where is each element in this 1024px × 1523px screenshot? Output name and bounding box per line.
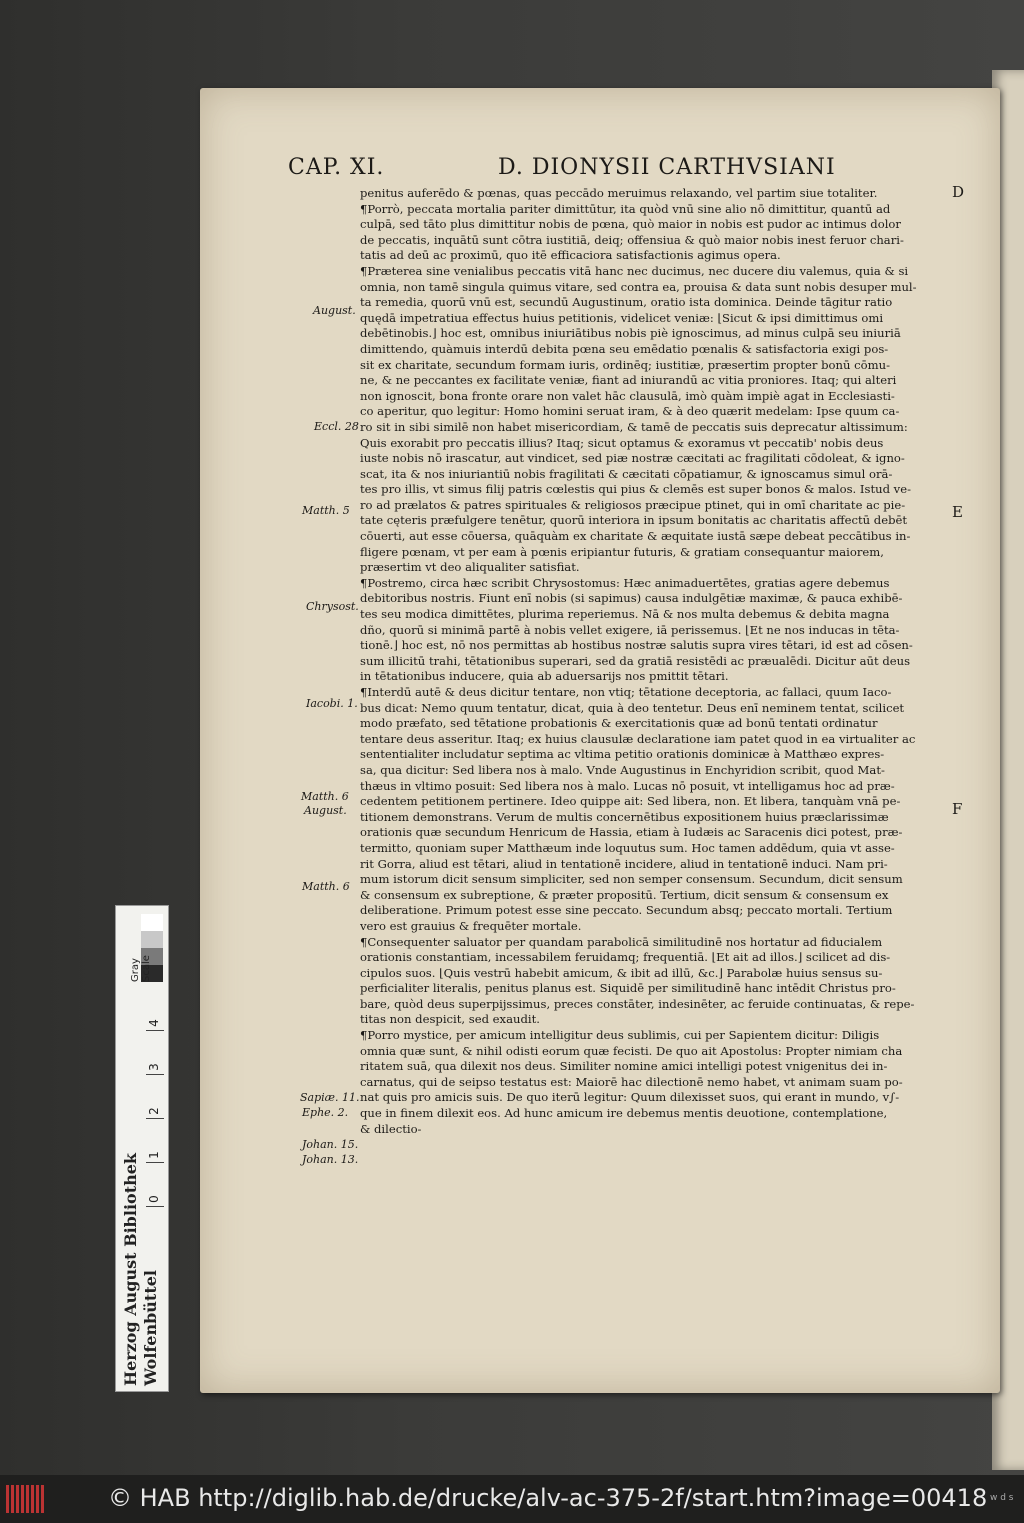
text-line: co aperitur, quo legitur: Homo homini seruat iram, & à deo quærit medelam: Ipse quum ca- [360,404,900,419]
library-name [121,926,161,1386]
library-city: Wolfenbüttel [141,1270,160,1386]
text-line: perficialiter literalis, penitus planus est. Siquidē per similitudinē hanc intēdit Christus pro- [360,981,896,996]
text-line: debitoribus nostris. Fiunt enī nobis (si sapimus) causa indulgētiæ maximæ, & pauca exhibē- [360,591,903,606]
text-line: omnia quæ sunt, & nihil odisti eorum quæ fecisti. De quo ait Apostolus: Propter nimiam cha [360,1043,903,1058]
marginal-note: Johan. 15. [302,1138,359,1151]
marginal-note: Ephe. 2. [302,1106,349,1119]
marginal-note: Eccl. 28 [314,420,359,433]
marginal-note: Chrysost. [306,600,359,613]
text-line: & dilectio- [360,1121,422,1136]
ruler-number: 1 [146,1151,161,1159]
text-line: tatis ad deū ac proximū, quo itē efficaciora satisfactionis agimus opera. [360,248,781,263]
text-line: ro ad prælatos & patres spirituales & religiosos præcipue ptinet, qui in omī charitate ac pie- [360,497,906,512]
text-line: ro sit in sibi similē non habet misericordiam, & tamē de peccatis suis deprecatur altissimum: [360,419,908,434]
running-head [288,155,928,185]
text-line: titas non despicit, sed exaudit. [360,1012,540,1027]
text-line: sit ex charitate, secundum formam iuris, ordinēq; iustitiæ, præsertim propter bonū cōmu- [360,357,890,372]
text-line: nat quis pro amicis suis. De quo iterū legitur: Quum dilexisset suos, qui erant in mundo, v∫- [360,1090,900,1105]
text-line: ¶Consequenter saluator per quandam parabolicā similitudinē nos hortatur ad fiducialem [360,934,883,949]
text-line: tionē.⌋ hoc est, nō nos permittas ab hostibus nostræ salutis supra vires tētari, id est ad cōsen- [360,638,913,653]
text-line: orationis quæ secundum Henricum de Hassia, etiam à Iudæis ac Saracenis dici potest, præ- [360,825,903,840]
text-line: debētinobis.⌋ hoc est, omnibus iniuriātibus nobis piè ignoscimus, ad minus culpā seu iniuriā [360,326,901,341]
text-line: bare, quòd deus superpijssimus, preces constāter, indesinēter, ac feruide continuatas, & repe- [360,996,915,1011]
hab-logo-icon [6,1485,48,1513]
text-line: scat, ita & nos iniuriantiū nobis fragilitati & cæcitati cōpatiamur, & ignoscamus simul orā- [360,466,893,481]
text-line: quędā impetratiua effectus huius petitionis, videlicet veniæ: ⌊Sicut & ipsi dimittimus omi [360,310,884,325]
marginal-note: Matth. 6 [302,880,350,893]
footer-bar [0,1475,1024,1523]
library-line: Herzog August Bibliothek [121,1153,140,1386]
text-line: de peccatis, inquātū sunt cōtra iustitiā, deiq; offensiua & quò maior nobis inest feruor chari- [360,232,904,247]
text-line: sa, qua dicitur: Sed libera nos à malo. Vnde Augustinus in Enchyridion scribit, quod Mat- [360,762,885,777]
text-line: ¶Interdū autē & deus dicitur tentare, non vtiq; tētatione deceptoria, ac fallaci, quum Iaco- [360,685,892,699]
text-line: ne, & ne peccantes ex facilitate veniæ, fiant ad iniurandū ac vitia proniores. Itaq; qui alteri [360,373,897,388]
marginal-note: August. [313,304,356,317]
text-line: iuste nobis nō irascatur, aut vindicet, sed piæ nostræ cæcitati ac fragilitati cōdoleat, & igno- [360,451,905,466]
text-line: Quis exorabit pro peccatis illius? Itaq; sicut optamus & exoramus vt peccatib' nobis deus [360,435,884,450]
text-line: cedentem petitionem pertinere. Ideo quippe ait: Sed libera, non. Et libera, tanquàm vnā pe- [360,794,901,809]
body-text [360,186,956,1137]
text-line: & consensum ex subreptione, & præter propositū. Tertium, dicit sensum & consensum ex [360,887,889,902]
gray-scale-target [115,905,169,1392]
section-letter: F [952,800,963,818]
ruler-number: 0 [146,1195,161,1203]
text-line: dño, quorū si minimā partē à nobis vellet exigere, iā perissemus. ⌊Et ne nos inducas in tēta- [360,622,900,637]
book-title: D. DIONYSII CARTHVSIANI [498,155,836,180]
text-line: ¶Præterea sine venialibus peccatis vitā hanc nec ducimus, nec ducere diu valemus, quia & si [360,263,909,278]
text-line: ¶Postremo, circa hæc scribit Chrysostomus: Hæc animaduertētes, gratias agere debemus [360,575,890,590]
text-line: dimittendo, quàmuis interdū debita pœna seu emēdatio pœnalis & satisfactoria exigi pos- [360,341,889,356]
text-line: termitto, quoniam super Matthæum inde loquutus sum. Hoc tamen addēdum, quia vt asse- [360,840,895,855]
text-line: thæus in vltimo posuit: Sed libera nos à malo. Lucas nō posuit, vt intelligamus hoc ad præ- [360,778,895,793]
text-line: omnia, non tamē singula quimus vitare, sed contra ea, prouisa & data sunt nobis desuper mul- [360,279,917,294]
section-letter: E [952,503,963,521]
gray-scale-label: Gray Scale [130,955,152,982]
text-line: cipulos suos. ⌊Quis vestrū habebit amicum, & ibit ad illū, &c.⌋ Parabolæ huius sensus su- [360,965,883,980]
text-line: tate cęteris præfulgere tenētur, quorū interiora in ipsum bonitatis ac charitatis affectū debēt [360,513,908,528]
text-line: ta remedia, quorū vnū est, secundū Augustinum, oratio ista dominica. Deinde tāgitur ratio [360,295,893,310]
text-line: penitus auferēdo & pœnas, quas peccādo meruimus relaxando, vel partim siue totaliter. [360,186,878,200]
text-line: modo præfato, sed tētatione probationis & exercitationis quæ ad bonū tentati ordinatur [360,716,878,731]
text-line: que in finem dilexit eos. Ad hunc amicum ire debemus mentis deuotione, contemplatione, [360,1106,888,1121]
ruler-number: 3 [146,1063,161,1071]
marginal-note: Matth. 5 [302,504,350,517]
text-line: in tētationibus inducere, quia ab aduersarijs nos pmittit tētari. [360,669,729,684]
text-line: sententialiter includatur septima ac vltima petitio orationis dominicæ à Matthæo expres- [360,747,885,762]
text-line: bus dicat: Nemo quum tentatur, dicat, quia à deo tentetur. Deus enī neminem tentat, scilicet [360,700,905,715]
text-line: sum illicitū trahi, tētationibus superari, sed da gratiā resistēdi ac præualēdi. Dicitur aūt deus [360,653,911,668]
text-line: ¶Porrò, peccata mortalia pariter dimittūtur, ita quòd vnū sine alio nō dimittitur, quantū ad [360,201,891,216]
section-letter: D [952,183,965,201]
ruler-number: 2 [146,1107,161,1115]
text-line: deliberatione. Primum potest esse sine peccato. Secundum absq; peccato mortali. Tertium [360,903,893,918]
marginal-note: Sapiæ. 11. [300,1091,360,1104]
text-line: tes pro illis, vt simus filij patris cœlestis qui pius & clemēs est super bonos & malos. Istud ve- [360,482,912,497]
text-line: carnatus, qui de seipso testatus est: Maiorē hac dilectionē nemo habet, vt animam suam po- [360,1074,903,1089]
marginal-note: August. [304,804,347,817]
text-line: culpā, sed tāto plus dimittitur nobis de pœna, quò maior in nobis est pudor ac intimus dolor [360,217,901,232]
text-line: ritatem suā, qua dilexit nos deus. Similiter nomine amici intelligi potest vnigenitus dei in- [360,1059,888,1074]
text-line: fligere pœnam, vt per eam à pœnis eripiantur futuris, & gratiam consequantur maiorem, [360,544,884,559]
marginal-note: Matth. 6 [301,790,349,803]
text-line: tentare deus asseritur. Itaq; ex huius clausulæ declaratione iam patet quod in ea virtualiter ac [360,731,916,746]
text-line: tes seu modica dimittētes, plurima reperiemus. Nā & nos multa debemus & debita magna [360,607,890,622]
text-line: vero est grauius & frequēter mortale. [360,918,582,933]
text-line: non ignoscit, bona fronte orare non valet hāc clausulā, imò quàm impiè agat in Ecclesiasti- [360,388,895,403]
footer-index: w d s [990,1493,1014,1503]
marginal-note: Iacobi. 1. [306,697,358,710]
footer-url[interactable]: © HAB http://diglib.hab.de/drucke/alv-ac-375-2f/start.htm?image=00418 [108,1484,988,1512]
text-line: titionem demonstrans. Verum de multis concernētibus expositionem huius præclarissimæ [360,809,889,824]
marginal-note: Johan. 13. [302,1153,359,1166]
text-line: præsertim vt deo aliqualiter satisfiat. [360,560,580,575]
text-line: mum istorum dicit sensum simpliciter, sed non semper consensum. Secundum, dicit sensum [360,872,903,887]
ruler-number: 4 [146,1019,161,1027]
text-line: orationis constantiam, incessabilem feruidamq; frequentiā. ⌊Et ait ad illos.⌋ scilicet ad dis- [360,950,891,965]
text-line: rit Gorra, aliud est tētari, aliud in tentationē incidere, aliud in tentationē induci. Nam pri- [360,856,888,871]
text-line: cōuerti, aut esse cōuersa, quāquàm ex charitate & æquitate iustā sæpe debeat peccātibus in- [360,529,911,544]
chapter-label: CAP. XI. [288,155,385,180]
text-line: ¶Porro mystice, per amicum intelligitur deus sublimis, cui per Sapientem dicitur: Diligis [360,1028,880,1043]
